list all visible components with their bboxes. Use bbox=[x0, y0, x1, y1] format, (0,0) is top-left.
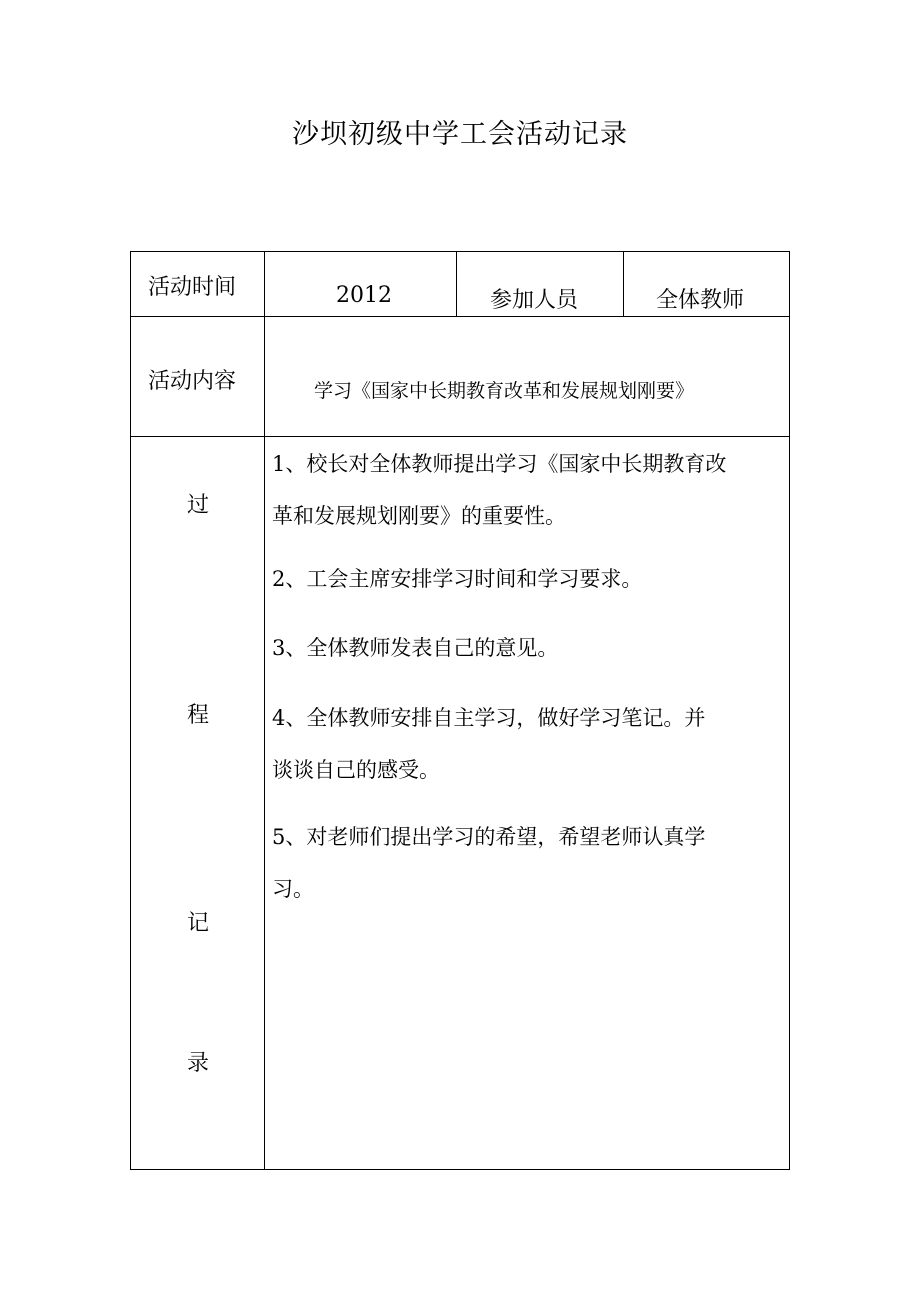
process-label-char-1: 过 bbox=[186, 493, 209, 518]
process-item-5-line-2: 习。 bbox=[272, 877, 314, 901]
participants-label: 参加人员 bbox=[490, 288, 579, 313]
time-label: 活动时间 bbox=[148, 275, 237, 300]
process-item-1 bbox=[272, 438, 787, 542]
process-item-3-line-1: 3、全体教师发表自己的意见。 bbox=[272, 636, 559, 660]
content-label: 活动内容 bbox=[148, 369, 237, 394]
process-item-4 bbox=[272, 692, 787, 796]
row-divider-2 bbox=[130, 436, 790, 437]
row-divider-1 bbox=[130, 316, 790, 317]
process-item-1-line-1: 1、校长对全体教师提出学习《国家中长期教育改 bbox=[272, 452, 727, 476]
row1-divider-a bbox=[456, 251, 457, 316]
time-value: 2012 bbox=[336, 283, 392, 308]
process-label-char-3: 记 bbox=[186, 911, 209, 936]
participants-value: 全体教师 bbox=[656, 288, 745, 313]
process-item-3 bbox=[272, 622, 787, 674]
process-item-5 bbox=[272, 811, 787, 915]
process-label-char-2: 程 bbox=[186, 703, 209, 728]
process-item-2 bbox=[272, 553, 787, 605]
process-item-5-line-1: 5、对老师们提出学习的希望，希望老师认真学 bbox=[272, 825, 706, 849]
content-value: 学习《国家中长期教育改革和发展规划刚要》 bbox=[314, 380, 695, 402]
process-item-1-line-2: 革和发展规划刚要》的重要性。 bbox=[272, 504, 566, 528]
process-item-4-line-2: 谈谈自己的感受。 bbox=[272, 758, 440, 782]
row1-divider-b bbox=[623, 251, 624, 316]
process-item-2-line-1: 2、工会主席安排学习时间和学习要求。 bbox=[272, 567, 643, 591]
process-item-4-line-1: 4、全体教师安排自主学习，做好学习笔记。并 bbox=[272, 706, 706, 730]
page-title: 沙坝初级中学工会活动记录 bbox=[292, 119, 628, 150]
process-label-char-4: 录 bbox=[186, 1051, 209, 1076]
label-column-divider bbox=[264, 251, 265, 1170]
